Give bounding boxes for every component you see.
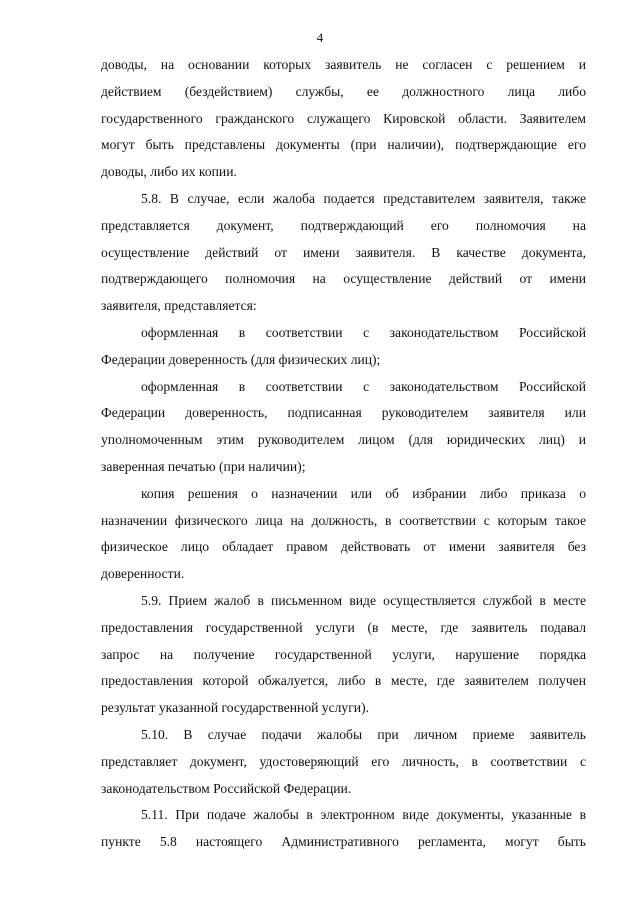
text-line: доводы, либо их копии.	[101, 164, 237, 180]
text-line: 5.8. В случае, если жалоба подается представителем заявителя, также	[141, 190, 586, 206]
text-line: действием (бездействием) службы, ее должностного лица либо	[101, 83, 586, 99]
page-number: 4	[316, 30, 324, 45]
text-line: законодательством Российской Федерации.	[101, 780, 352, 796]
text-line: 5.11. При подаче жалобы в электронном виде документы, указанные в	[141, 807, 586, 823]
text-line: доводы, на основании которых заявитель не согласен с решением и	[101, 57, 586, 72]
text-line: назначении физического лица на должность, в соответствии с которым такое	[101, 512, 586, 528]
paragraph	[101, 481, 586, 588]
paragraph	[101, 186, 586, 320]
text-line: результат указанной государственной услуги).	[101, 700, 369, 716]
text-line: предоставления которой обжалуется, либо в месте, где заявителем получен	[101, 673, 586, 689]
text-line: Федерации доверенность (для физических лиц);	[101, 351, 381, 367]
paragraph	[101, 722, 586, 802]
text-line: доверенности.	[101, 566, 185, 582]
text-line: представляется документ, подтверждающий его полномочия на	[101, 217, 586, 233]
text-line: Федерации доверенность, подписанная руководителем заявителя или	[101, 405, 586, 421]
text-line: предоставления государственной услуги (в месте, где заявитель подавал	[101, 619, 586, 635]
text-line: 5.10. В случае подачи жалобы при личном приеме заявитель	[141, 726, 586, 742]
text-line: представляет документ, удостоверяющий его личность, в соответствии с	[101, 753, 586, 769]
text-line: 5.9. Прием жалоб в письменном виде осуществляется службой в месте	[141, 592, 586, 608]
paragraph	[101, 320, 586, 374]
text-line: копия решения о назначении или об избрании либо приказа о	[141, 485, 586, 501]
document-body	[101, 52, 586, 856]
text-line: уполномоченным этим руководителем лицом (для юридических лиц) и	[101, 432, 586, 448]
text-line: заверенная печатью (при наличии);	[101, 458, 306, 474]
text-line: осуществление действий от имени заявителя. В качестве документа,	[101, 244, 586, 260]
text-line: физическое лицо обладает правом действовать от имени заявителя без	[101, 539, 586, 555]
text-line: пункте 5.8 настоящего Административного регламента, могут быть	[101, 834, 586, 850]
text-line: подтверждающего полномочия на осуществление действий от имени	[101, 271, 586, 287]
text-line: государственного гражданского служащего Кировской области. Заявителем	[101, 110, 586, 126]
paragraph	[101, 802, 586, 856]
text-line: могут быть представлены документы (при наличии), подтверждающие его	[101, 137, 586, 153]
text-line: заявителя, представляется:	[101, 298, 257, 314]
paragraph	[101, 374, 586, 481]
paragraph	[101, 588, 586, 722]
text-line: оформленная в соответствии с законодательством Российской	[141, 324, 586, 340]
text-line: оформленная в соответствии с законодательством Российской	[141, 378, 586, 394]
text-line: запрос на получение государственной услуги, нарушение порядка	[101, 646, 586, 662]
paragraph	[101, 52, 586, 186]
